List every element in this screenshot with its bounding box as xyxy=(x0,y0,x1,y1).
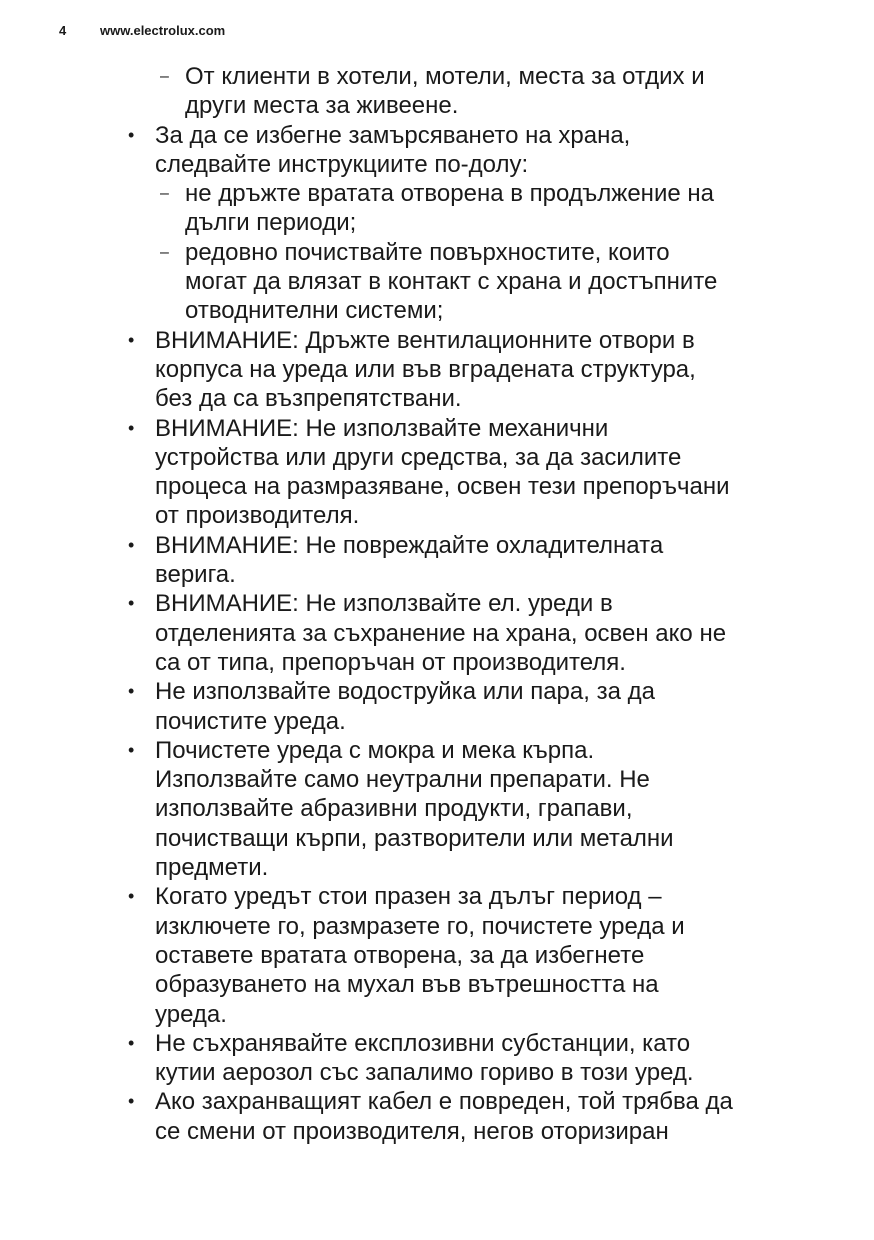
item-text xyxy=(155,1087,815,1146)
text-line: се смени от производителя, негов оторизиран xyxy=(155,1117,669,1145)
text-line: ВНИМАНИЕ: Дръжте вентилационните отвори в xyxy=(155,326,695,354)
item-text xyxy=(155,121,815,180)
bullet-item xyxy=(0,121,874,180)
text-line: ВНИМАНИЕ: Не използвайте механични xyxy=(155,414,609,442)
text-line: отводнителни системи; xyxy=(185,297,444,325)
item-text xyxy=(185,62,815,121)
website-url: www.electrolux.com xyxy=(100,23,226,38)
bullet-item xyxy=(0,414,874,531)
bullet-mark: • xyxy=(128,534,135,555)
text-line: За да се избегне замърсяването на храна, xyxy=(155,121,631,149)
text-line: устройства или други средства, за да засилите xyxy=(155,443,682,471)
bullet-mark: • xyxy=(128,739,135,760)
dash-subitem xyxy=(0,62,874,121)
text-line: ВНИМАНИЕ: Не използвайте ел. уреди в xyxy=(155,590,613,618)
bullet-item xyxy=(0,1087,874,1146)
bullet-mark: • xyxy=(128,681,135,702)
dash-mark: – xyxy=(160,185,169,203)
bullet-mark: • xyxy=(128,1091,135,1112)
text-line: почистите уреда. xyxy=(155,707,346,735)
text-line: верига. xyxy=(155,561,236,589)
text-line: следвайте инструкциите по-долу: xyxy=(155,150,529,178)
text-line: кутии аерозол със запалимо гориво в този уред. xyxy=(155,1059,694,1087)
text-line: ВНИМАНИЕ: Не повреждайте охладителната xyxy=(155,531,664,559)
item-text xyxy=(155,589,815,677)
text-line: Не съхранявайте експлозивни субстанции, като xyxy=(155,1029,691,1057)
item-text xyxy=(155,531,815,590)
bullet-item xyxy=(0,589,874,677)
text-line: оставете вратата отворена, за да избегнете xyxy=(155,941,645,969)
item-text xyxy=(155,882,815,1028)
text-line: не дръжте вратата отворена в продължение на xyxy=(185,180,714,208)
text-line: Когато уредът стои празен за дълъг период – xyxy=(155,883,662,911)
item-text xyxy=(155,677,815,736)
bullet-item xyxy=(0,326,874,414)
bullet-item xyxy=(0,531,874,590)
bullet-item xyxy=(0,677,874,736)
text-line: без да са възпрепятствани. xyxy=(155,385,462,413)
dash-mark: – xyxy=(160,68,169,85)
item-text xyxy=(155,736,815,882)
dash-subitem xyxy=(0,238,874,326)
text-line: от производителя. xyxy=(155,502,360,530)
text-line: процеса на размразяване, освен тези препоръчани xyxy=(155,473,730,501)
item-text xyxy=(155,326,815,414)
bullet-item xyxy=(0,1029,874,1088)
bullet-item xyxy=(0,882,874,1028)
text-line: Не използвайте водоструйка или пара, за да xyxy=(155,678,655,706)
text-line: предмети. xyxy=(155,854,269,882)
page-number: 4 xyxy=(59,23,67,38)
text-line: Ако захранващият кабел е повреден, той трябва да xyxy=(155,1088,733,1116)
dash-subitem xyxy=(0,179,874,238)
text-line: Почистете уреда с мокра и мека кърпа. xyxy=(155,736,595,764)
text-line: почистващи кърпи, разтворители или метални xyxy=(155,824,674,852)
text-line: образуването на мухал във вътрешността на xyxy=(155,971,659,999)
bullet-mark: • xyxy=(128,417,135,438)
text-line: редовно почиствайте повърхностите, които xyxy=(185,238,670,266)
text-line: изключете го, размразете го, почистете уреда и xyxy=(155,912,685,940)
bullet-item xyxy=(0,736,874,882)
bullet-mark: • xyxy=(128,886,135,907)
text-line: От клиенти в хотели, мотели, места за отдих и xyxy=(185,63,705,90)
bullet-mark: • xyxy=(128,593,135,614)
text-line: Използвайте само неутрални препарати. Не xyxy=(155,766,650,794)
item-text xyxy=(155,1029,815,1088)
text-line: използвайте абразивни продукти, грапави, xyxy=(155,795,633,823)
dash-mark: – xyxy=(160,243,169,261)
text-line: са от типа, препоръчан от производителя. xyxy=(155,648,626,676)
bullet-mark: • xyxy=(128,1032,135,1053)
text-line: могат да влязат в контакт с храна и достъпните xyxy=(185,268,718,296)
bullet-mark: • xyxy=(128,124,135,145)
item-text xyxy=(155,414,815,531)
page-header xyxy=(0,22,874,40)
text-line: корпуса на уреда или във вградената структура, xyxy=(155,355,696,383)
text-line: други места за живеене. xyxy=(185,92,459,120)
text-line: отделенията за съхранение на храна, освен ако не xyxy=(155,619,727,647)
item-text xyxy=(185,179,815,238)
text-line: дълги периоди; xyxy=(185,209,357,237)
text-line: уреда. xyxy=(155,1000,227,1028)
safety-instructions-list xyxy=(0,62,874,1146)
bullet-mark: • xyxy=(128,329,135,350)
item-text xyxy=(185,238,815,326)
